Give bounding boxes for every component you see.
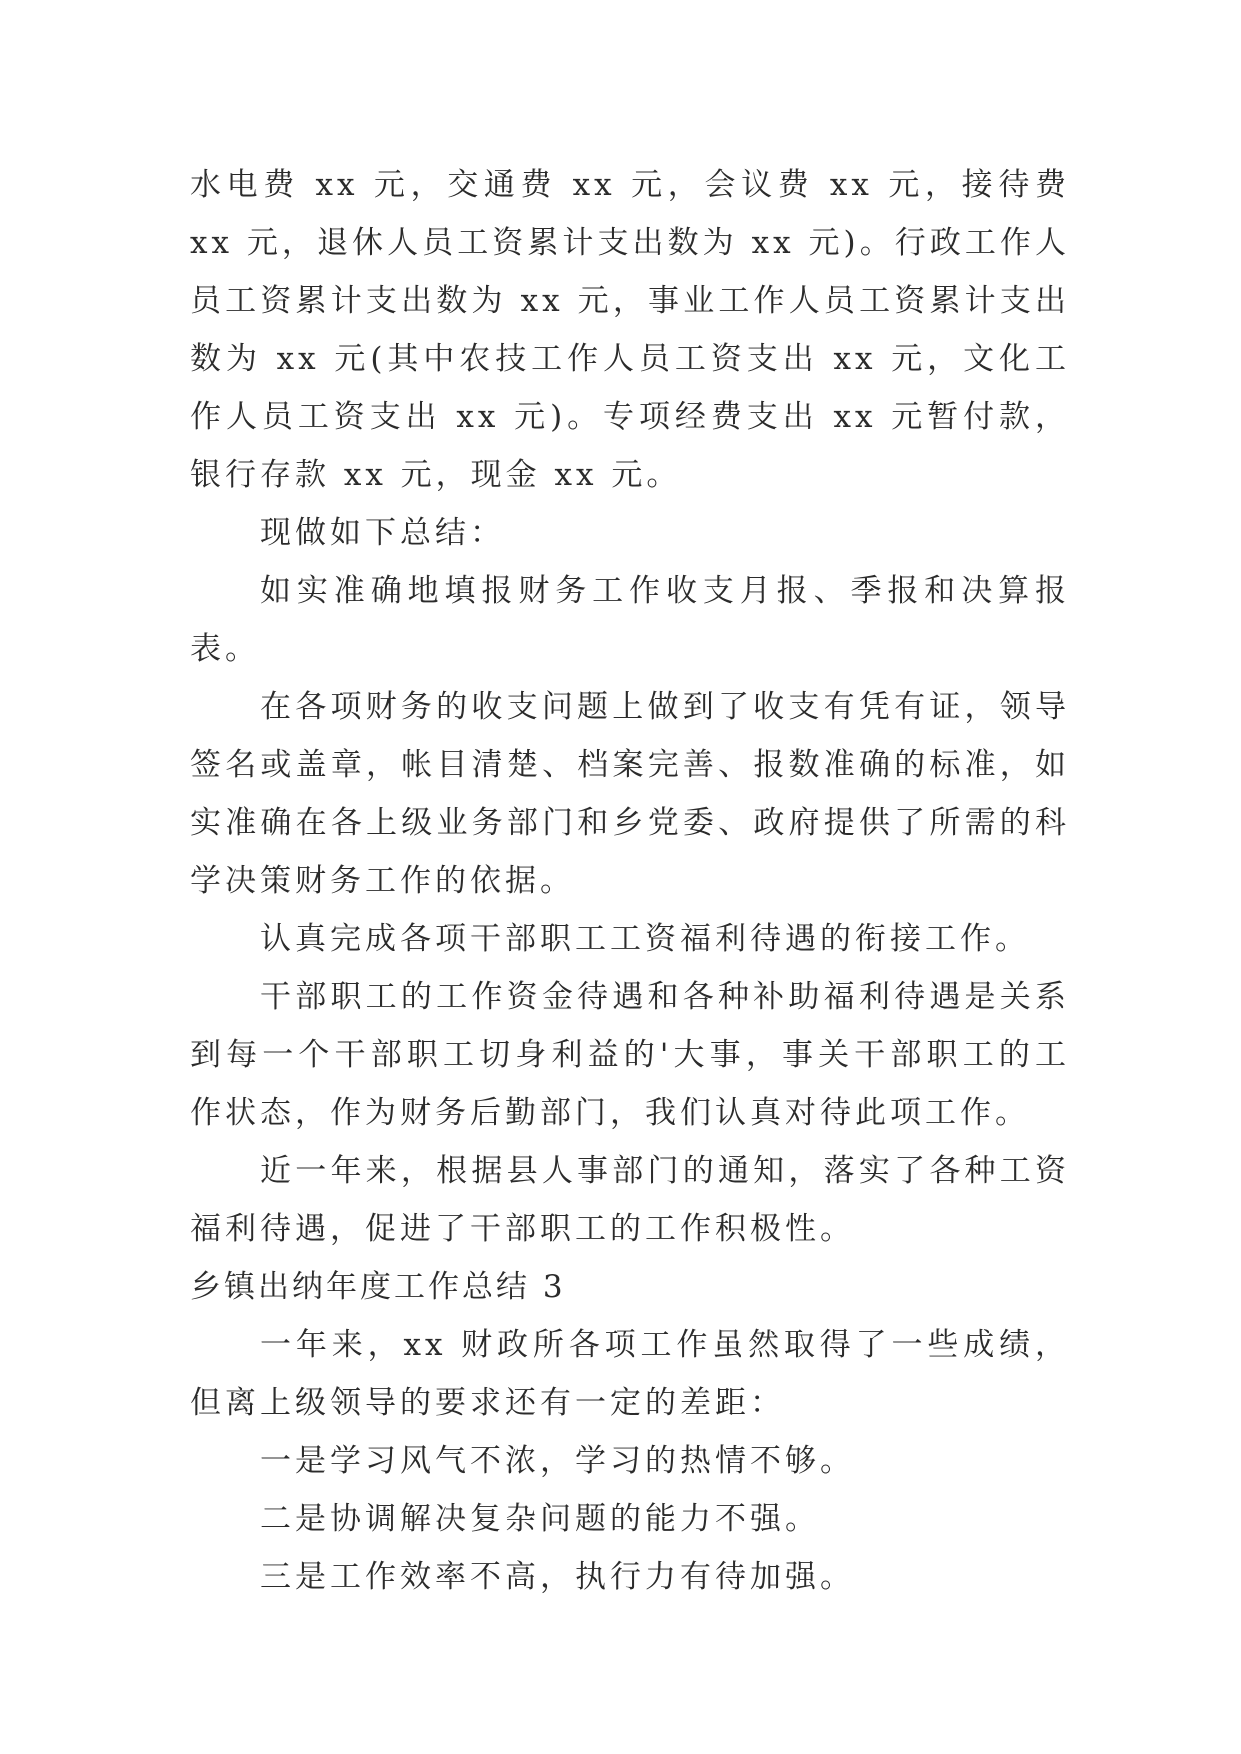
paragraph-past-year: 近一年来，根据县人事部门的通知，落实了各种工资福利待遇，促进了干部职工的工作积极性。 — [190, 1153, 1070, 1247]
section-heading: 乡镇出纳年度工作总结 3 — [190, 1269, 566, 1305]
document-body — [190, 156, 1070, 1606]
paragraph-income-expense: 在各项财务的收支问题上做到了收支有凭有证，领导签名或盖章，帐目清楚、档案完善、报数准确的标准，如实准确在各上级业务部门和乡党委、政府提供了所需的科学决策财务工作的依据。 — [190, 689, 1070, 899]
paragraph-welfare-title: 认真完成各项干部职工工资福利待遇的衔接工作。 — [260, 921, 1030, 957]
paragraph-expenditure-continued: 水电费 xx 元，交通费 xx 元，会议费 xx 元，接待费 xx 元，退休人员工资累计支出数为 xx 元)。行政工作人员工资累计支出数为 xx 元，事业工作人员工资累计支出数为 xx 元(其中农技工作人员工资支出 xx 元，文化工作人员工资支出 xx 元)。专项经费支出 xx 元暂付款，银行存款 xx 元，现金 xx 元。 — [190, 167, 1070, 493]
paragraph-shortcoming-2: 二是协调解决复杂问题的能力不强。 — [260, 1501, 820, 1537]
paragraph-shortcoming-3: 三是工作效率不高，执行力有待加强。 — [260, 1559, 855, 1595]
paragraph-shortcomings-intro: 一年来，xx 财政所各项工作虽然取得了一些成绩，但离上级领导的要求还有一定的差距： — [190, 1327, 1070, 1421]
paragraph-summary-intro: 现做如下总结： — [260, 515, 505, 551]
paragraph-shortcoming-1: 一是学习风气不浓，学习的热情不够。 — [260, 1443, 855, 1479]
paragraph-welfare-body: 干部职工的工作资金待遇和各种补助福利待遇是关系到每一个干部职工切身利益的'大事，事关干部职工的工作状态，作为财务后勤部门，我们认真对待此项工作。 — [190, 979, 1070, 1131]
paragraph-reports: 如实准确地填报财务工作收支月报、季报和决算报表。 — [190, 573, 1070, 667]
